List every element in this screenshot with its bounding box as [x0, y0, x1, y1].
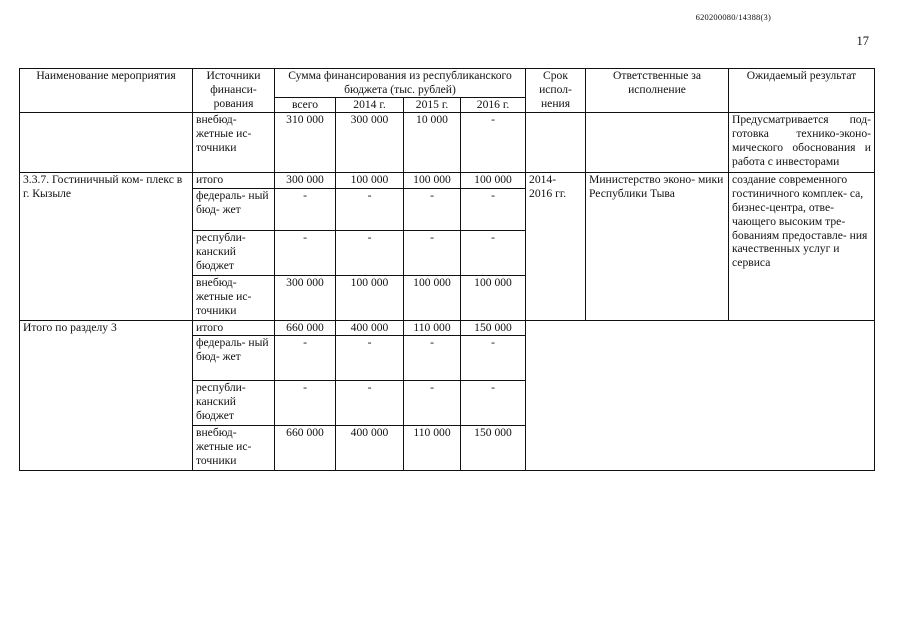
section-total-source-3: республи- канский бюджет	[193, 380, 275, 425]
item-337-result: создание современного гостиничного комплек- са, бизнес-центра, отве- чающего высоким тре- бованиям предоставле- ния качественных услуг и сервиса	[729, 172, 875, 320]
carry-term	[526, 112, 586, 172]
budget-table	[19, 68, 875, 471]
item-337-2014-2: -	[336, 188, 404, 230]
item-337-2016-1: 100 000	[461, 172, 526, 188]
item-337-2016-3: -	[461, 230, 526, 275]
section-total-source-2: федераль- ный бюд- жет	[193, 335, 275, 380]
item-337-2016-2: -	[461, 188, 526, 230]
carry-2014: 300 000	[336, 112, 404, 172]
item-337-source-3: республи- канский бюджет	[193, 230, 275, 275]
item-337-2014-3: -	[336, 230, 404, 275]
carry-responsible	[586, 112, 729, 172]
section-total-source-4: внебюд- жетные ис- точники	[193, 425, 275, 470]
carry-result: Предусматривается под- готовка технико-эконо- мического обоснования и работа с инвесторами	[729, 112, 875, 172]
item-337-total-3: -	[275, 230, 336, 275]
header-responsible: Ответственные за исполнение	[586, 69, 729, 113]
carry-total: 310 000	[275, 112, 336, 172]
item-337-2015-4: 100 000	[404, 275, 461, 320]
item-337-2015-1: 100 000	[404, 172, 461, 188]
item-337-total-4: 300 000	[275, 275, 336, 320]
table-row	[20, 112, 875, 172]
table-row	[20, 320, 875, 335]
item-337-2015-3: -	[404, 230, 461, 275]
section-total-2014-2: -	[336, 335, 404, 380]
section-total-total-1: 660 000	[275, 320, 336, 335]
section-total-total-3: -	[275, 380, 336, 425]
carry-2016: -	[461, 112, 526, 172]
item-337-2014-1: 100 000	[336, 172, 404, 188]
item-337-2016-4: 100 000	[461, 275, 526, 320]
item-337-term: 2014- 2016 гг.	[526, 172, 586, 320]
header-source: Источники финанси- рования	[193, 69, 275, 113]
item-337-total-1: 300 000	[275, 172, 336, 188]
document-code: 620200080/14388(3)	[695, 12, 771, 22]
section-total-2014-3: -	[336, 380, 404, 425]
section-total-2016-4: 150 000	[461, 425, 526, 470]
header-2016: 2016 г.	[461, 98, 526, 113]
section-total-2014-1: 400 000	[336, 320, 404, 335]
item-337-2015-2: -	[404, 188, 461, 230]
section-total-total-2: -	[275, 335, 336, 380]
section-total-2016-1: 150 000	[461, 320, 526, 335]
table-row	[20, 172, 875, 188]
section-total-source-1: итого	[193, 320, 275, 335]
item-337-total-2: -	[275, 188, 336, 230]
section-total-name: Итого по разделу 3	[20, 320, 193, 470]
section-total-2015-1: 110 000	[404, 320, 461, 335]
header-total: всего	[275, 98, 336, 113]
section-total-2016-2: -	[461, 335, 526, 380]
section-total-2014-4: 400 000	[336, 425, 404, 470]
section-total-2015-3: -	[404, 380, 461, 425]
section-total-2015-2: -	[404, 335, 461, 380]
page-number: 17	[856, 34, 869, 48]
header-term: Срок испол- нения	[526, 69, 586, 113]
section-total-2015-4: 110 000	[404, 425, 461, 470]
header-2014: 2014 г.	[336, 98, 404, 113]
carry-2015: 10 000	[404, 112, 461, 172]
header-sum: Сумма финансирования из республиканского бюджета (тыс. рублей)	[275, 69, 526, 98]
item-337-2014-4: 100 000	[336, 275, 404, 320]
item-337-source-2: федераль- ный бюд- жет	[193, 188, 275, 230]
item-337-source-4: внебюд- жетные ис- точники	[193, 275, 275, 320]
item-337-name: 3.3.7. Гостиничный ком- плекс в г. Кызыле	[20, 172, 193, 320]
item-337-responsible: Министерство эконо- мики Республики Тыва	[586, 172, 729, 320]
section-total-blank	[526, 320, 875, 470]
header-name: Наименование мероприятия	[20, 69, 193, 113]
carry-name	[20, 112, 193, 172]
header-2015: 2015 г.	[404, 98, 461, 113]
section-total-2016-3: -	[461, 380, 526, 425]
item-337-source-1: итого	[193, 172, 275, 188]
header-result: Ожидаемый результат	[729, 69, 875, 113]
carry-source: внебюд- жетные ис- точники	[193, 112, 275, 172]
section-total-total-4: 660 000	[275, 425, 336, 470]
